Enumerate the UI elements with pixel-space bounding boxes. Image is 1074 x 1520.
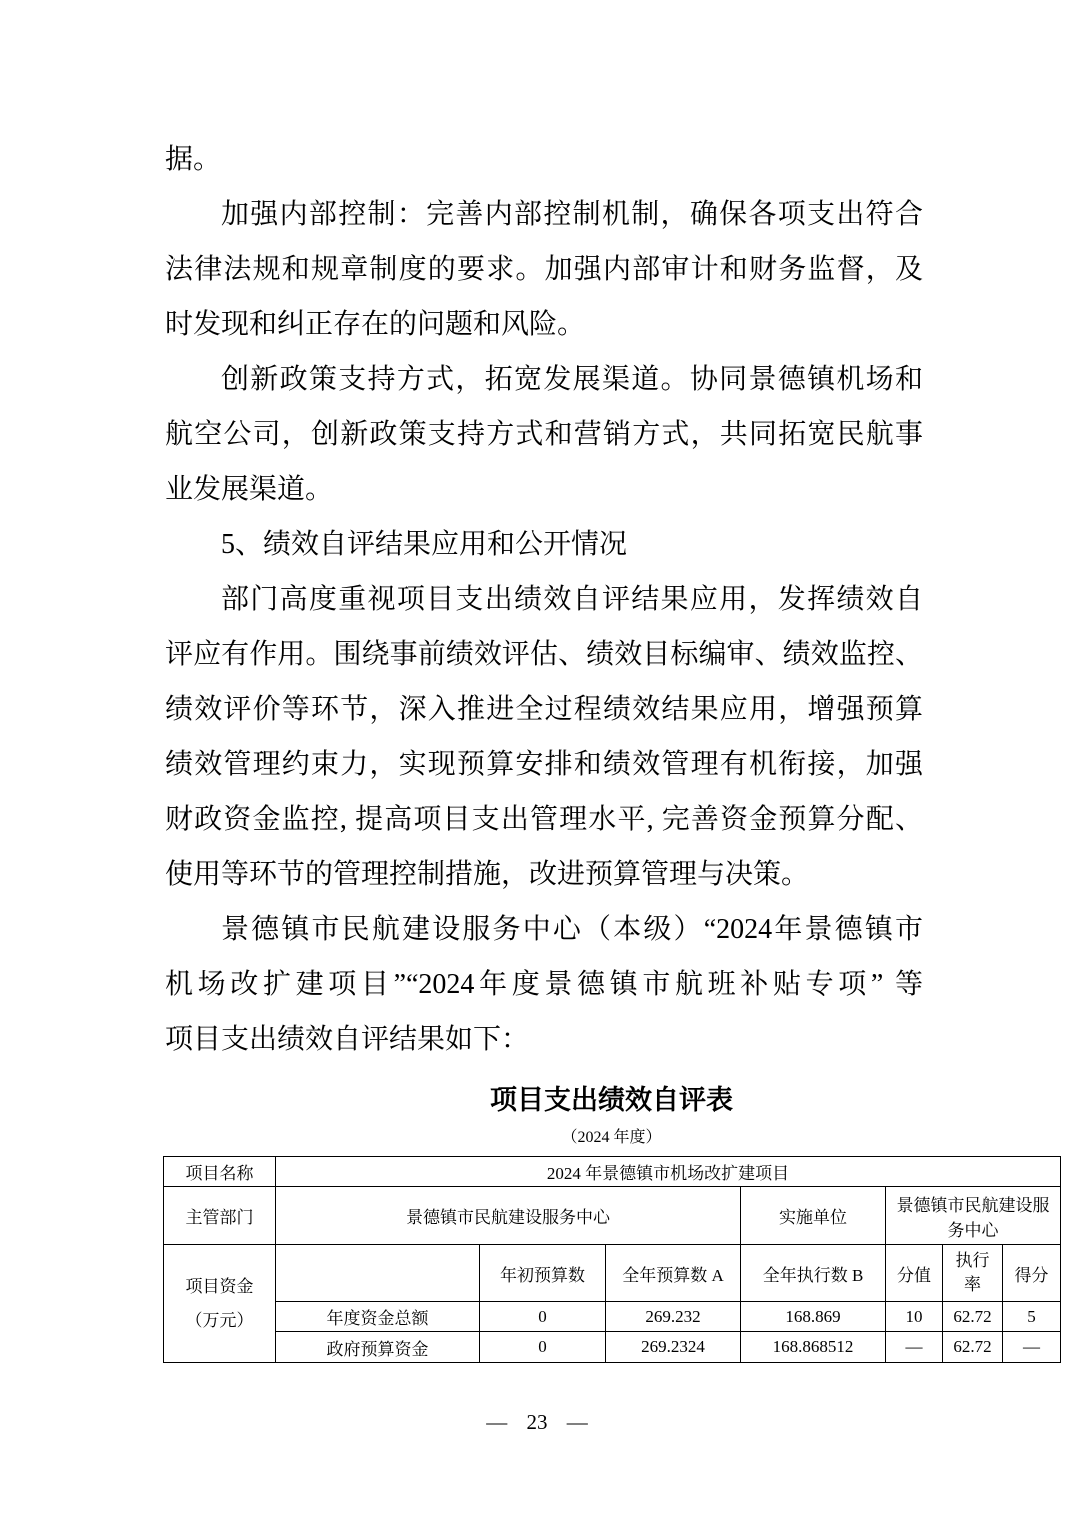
- body-text: [165, 132, 923, 1067]
- project-funds-label-cell: [164, 1245, 276, 1363]
- table-row-project-name: [164, 1157, 1061, 1187]
- project-name-label-cell: 项目名称: [164, 1157, 276, 1187]
- score-cell: —: [1003, 1332, 1061, 1363]
- execution-rate-header-line1: 执行: [955, 1251, 990, 1270]
- text-line: 创新政策支持方式，拓宽发展渠道。协同景德镇机场和: [221, 364, 923, 395]
- column-header-annual-budget-a: 全年预算数 A: [606, 1245, 741, 1302]
- column-header-score: 得分: [1003, 1245, 1061, 1302]
- execution-rate-header-line2: 率: [964, 1275, 981, 1294]
- text-line: 时发现和纠正存在的问题和风险。: [165, 309, 586, 340]
- implement-unit-label-cell: 实施单位: [741, 1187, 886, 1245]
- text-line: 业发展渠道。: [165, 474, 334, 505]
- table-subtitle: （2024 年度）: [561, 1129, 662, 1146]
- column-header-execution-rate: [943, 1245, 1003, 1302]
- table-section: [163, 1084, 1060, 1363]
- text-line: 评应有作用。围绕事前绩效评估、绩效目标编审、绩效监控、: [165, 639, 923, 670]
- performance-self-eval-table: [163, 1156, 1061, 1363]
- score-weight-cell: —: [886, 1332, 943, 1363]
- score-weight-cell: 10: [886, 1302, 943, 1332]
- annual-execution-cell: 168.868512: [741, 1332, 886, 1363]
- table-title: 项目支出绩效自评表: [490, 1085, 733, 1115]
- column-header-initial-budget: 年初预算数: [480, 1245, 606, 1302]
- project-funds-label-line2: （万元）: [185, 1310, 254, 1330]
- text-line: 景德镇市民航建设服务中心（本级）“2024年景德镇市: [221, 914, 923, 945]
- text-line: 航空公司，创新政策支持方式和营销方式，共同拓宽民航事: [165, 419, 923, 450]
- text-line: 使用等环节的管理控制措施，改进预算管理与决策。: [165, 859, 810, 890]
- row-label-cell: 政府预算资金: [276, 1332, 480, 1363]
- row-label-cell: 年度资金总额: [276, 1302, 480, 1332]
- text-line: 据。: [165, 144, 222, 175]
- text-line: 财政资金监控, 提高项目支出管理水平, 完善资金预算分配、: [165, 804, 923, 835]
- department-value-cell: 景德镇市民航建设服务中心: [276, 1187, 741, 1245]
- score-cell: 5: [1003, 1302, 1061, 1332]
- annual-budget-cell: 269.2324: [606, 1332, 741, 1363]
- implement-unit-value-cell: 景德镇市民航建设服务中心: [886, 1187, 1061, 1245]
- text-line: 法律法规和规章制度的要求。加强内部审计和财务监督，及: [165, 254, 923, 285]
- execution-rate-cell: 62.72: [943, 1332, 1003, 1363]
- column-header-score-weight: 分值: [886, 1245, 943, 1302]
- section-heading: 5、绩效自评结果应用和公开情况: [221, 529, 628, 560]
- table-row-gov-budget: [164, 1332, 1061, 1363]
- text-line: 机场改扩建项目”“2024年度景德镇市航班补贴专项” 等: [165, 969, 923, 1000]
- execution-rate-cell: 62.72: [943, 1302, 1003, 1332]
- annual-execution-cell: 168.869: [741, 1302, 886, 1332]
- table-row-department: [164, 1187, 1061, 1245]
- text-line: 部门高度重视项目支出绩效自评结果应用，发挥绩效自: [221, 584, 923, 615]
- initial-budget-cell: 0: [480, 1332, 606, 1363]
- text-line: 绩效管理约束力，实现预算安排和绩效管理有机衔接，加强: [165, 749, 923, 780]
- column-header-annual-execution-b: 全年执行数 B: [741, 1245, 886, 1302]
- project-name-value-cell: 2024 年景德镇市机场改扩建项目: [276, 1157, 1061, 1187]
- initial-budget-cell: 0: [480, 1302, 606, 1332]
- department-label-cell: 主管部门: [164, 1187, 276, 1245]
- text-line: 加强内部控制：完善内部控制机制，确保各项支出符合: [221, 199, 923, 230]
- project-funds-label-line1: 项目资金: [185, 1276, 254, 1296]
- text-line: 项目支出绩效自评结果如下：: [165, 1024, 530, 1055]
- table-row-column-headers: [164, 1245, 1061, 1302]
- annual-budget-cell: 269.232: [606, 1302, 741, 1332]
- empty-header-cell: [276, 1245, 480, 1302]
- text-line: 绩效评价等环节，深入推进全过程绩效结果应用，增强预算: [165, 694, 923, 725]
- page-number: — 23 —: [486, 1410, 588, 1434]
- table-row-annual-total: [164, 1302, 1061, 1332]
